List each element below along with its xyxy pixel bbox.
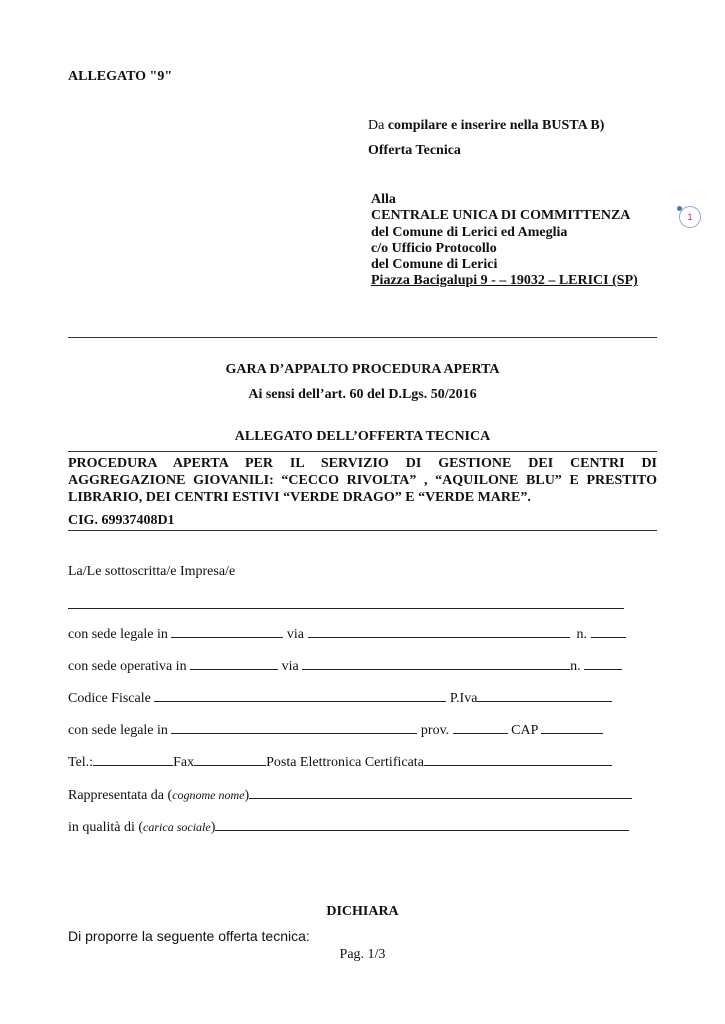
via-label: via	[281, 659, 299, 674]
allegato-offerta-title: ALLEGATO DELL’OFFERTA TECNICA	[234, 429, 491, 444]
procedura-line: AGGREGAZIONE GIOVANILI: “CECCO RIVOLTA” , “AQUILONE BLU” E PRESTITO	[68, 473, 657, 488]
recipient-line: Alla	[371, 192, 396, 207]
pec-label: Posta Elettronica Certificata	[266, 755, 424, 770]
cig-code: CIG. 69937408D1	[68, 513, 175, 528]
qualita-label: in qualità di (	[68, 820, 144, 835]
codice-fiscale-label: Codice Fiscale	[68, 691, 151, 706]
contatti-row	[68, 754, 612, 771]
cap-field[interactable]	[541, 722, 603, 734]
numero-label: n.	[576, 627, 588, 642]
fax-field[interactable]	[194, 754, 266, 766]
recipient-line: del Comune di Lerici	[371, 257, 498, 273]
comment-marker[interactable]: 1	[679, 206, 701, 228]
prov-field[interactable]	[453, 722, 508, 734]
sede-operativa-label: con sede operativa in	[68, 659, 187, 674]
sede-legale-row	[68, 626, 626, 643]
da-prefix: Da	[368, 118, 385, 133]
cap-label: CAP	[511, 723, 538, 738]
dichiara-heading: DICHIARA	[326, 904, 399, 919]
sensi-subtitle: Ai sensi dell’art. 60 del D.Lgs. 50/2016	[248, 387, 477, 402]
numero-field[interactable]	[591, 626, 626, 638]
sede-legale-prov-row	[68, 722, 603, 739]
gara-title: GARA D’APPALTO PROCEDURA APERTA	[225, 362, 500, 377]
procedura-top-border	[68, 451, 657, 452]
sede-operativa-field[interactable]	[190, 658, 278, 670]
procedura-bottom-border	[68, 530, 657, 531]
recipient-line: CENTRALE UNICA DI COMMITTENZA	[371, 208, 631, 224]
sottoscritta-label: La/Le sottoscritta/e Impresa/e	[68, 564, 236, 579]
sede-legale-city-field[interactable]	[171, 722, 417, 734]
recipient-address: Piazza Bacigalupi 9 - – 19032 – LERICI (SP)	[371, 273, 638, 289]
piva-field[interactable]	[477, 690, 612, 702]
tel-label: Tel.:	[68, 755, 94, 770]
busta-text: compilare e inserire nella BUSTA B)	[384, 118, 605, 133]
pec-field[interactable]	[424, 754, 612, 766]
page-number: Pag. 1/3	[339, 947, 386, 962]
carica-sociale-hint: carica sociale	[143, 820, 211, 834]
fax-label: Fax	[173, 755, 195, 770]
sede-legale-field[interactable]	[171, 626, 283, 638]
allegato-heading: ALLEGATO "9"	[68, 69, 173, 84]
tel-field[interactable]	[93, 754, 173, 766]
proporre-text: Di proporre la seguente offerta tecnica:	[68, 928, 310, 944]
via-field[interactable]	[308, 626, 570, 638]
prov-label: prov.	[420, 723, 450, 738]
piva-label: P.Iva	[449, 691, 478, 706]
via-label: via	[286, 627, 305, 642]
procedura-line: LIBRARIO, DEI CENTRI ESTIVI “VERDE DRAGO” E “VERDE MARE”.	[68, 490, 531, 505]
via-operativa-field[interactable]	[302, 658, 570, 670]
codice-fiscale-field[interactable]	[154, 690, 446, 702]
recipient-block	[371, 192, 638, 290]
sede-legale-label: con sede legale in	[68, 627, 168, 642]
qualita-row	[68, 819, 629, 836]
recipient-line: c/o Ufficio Protocollo	[371, 240, 497, 256]
numero-label: n.	[570, 659, 581, 674]
impresa-name-field[interactable]	[68, 608, 624, 609]
procedura-line: PROCEDURA APERTA PER IL SERVIZIO DI GESTIONE DEI CENTRI DI	[68, 456, 657, 471]
carica-field[interactable]	[215, 819, 629, 831]
close-paren: )	[210, 820, 216, 835]
sede-operativa-row	[68, 658, 622, 675]
codice-fiscale-row	[68, 690, 612, 707]
offerta-tecnica-label: Offerta Tecnica	[368, 143, 461, 158]
cognome-nome-hint: cognome nome	[172, 788, 245, 802]
numero-operativa-field[interactable]	[584, 658, 622, 670]
procedura-paragraph	[68, 455, 657, 506]
close-paren: )	[244, 788, 250, 803]
busta-instruction	[368, 118, 604, 134]
sede-legale-label: con sede legale in	[68, 723, 168, 738]
recipient-line: del Comune di Lerici ed Ameglia	[371, 224, 568, 240]
rappresentata-label: Rappresentata da (	[68, 788, 173, 803]
rappresentante-field[interactable]	[249, 787, 632, 799]
section-divider	[68, 337, 657, 338]
rappresentata-row	[68, 787, 632, 804]
